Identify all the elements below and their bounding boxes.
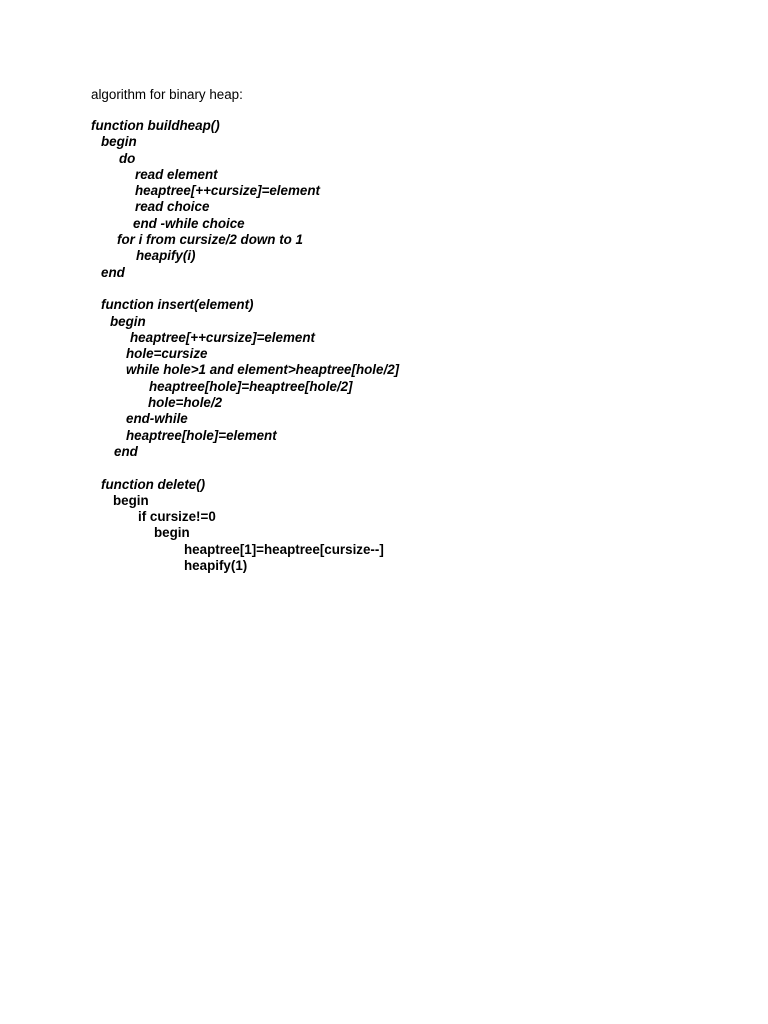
code-line: while hole>1 and element>heaptree[hole/2] (126, 362, 400, 378)
code-line: begin (154, 525, 190, 541)
code-line: heaptree[++cursize]=element (135, 183, 320, 199)
code-line: heapify(1) (184, 558, 248, 574)
code-line: if cursize!=0 (138, 509, 216, 525)
document-heading: algorithm for binary heap: (91, 87, 243, 102)
code-line: end -while choice (133, 215, 245, 231)
blank-line (91, 460, 399, 476)
code-line: function insert(element) (101, 297, 254, 313)
code-line: hole=cursize (126, 346, 208, 362)
code-line: begin (101, 134, 137, 150)
code-line: do (119, 150, 136, 166)
code-line: heaptree[++cursize]=element (130, 329, 315, 345)
code-line: heaptree[hole]=heaptree[hole/2] (149, 378, 353, 394)
code-line: begin (113, 492, 149, 508)
code-line: end (114, 443, 138, 459)
code-line: heaptree[1]=heaptree[cursize--] (184, 541, 384, 557)
code-line: heaptree[hole]=element (126, 427, 277, 443)
code-line: read element (135, 166, 218, 182)
code-line: end (101, 264, 125, 280)
code-line: hole=hole/2 (148, 395, 223, 411)
code-line: read choice (135, 199, 210, 215)
code-line: for i from cursize/2 down to 1 (117, 232, 304, 248)
code-line: function delete() (101, 476, 206, 492)
code-line: begin (110, 313, 146, 329)
code-line: end-while (126, 411, 188, 427)
pseudocode-block (91, 118, 399, 574)
blank-line (91, 281, 399, 297)
code-line: function buildheap() (91, 118, 220, 133)
code-line: heapify(i) (136, 248, 196, 264)
